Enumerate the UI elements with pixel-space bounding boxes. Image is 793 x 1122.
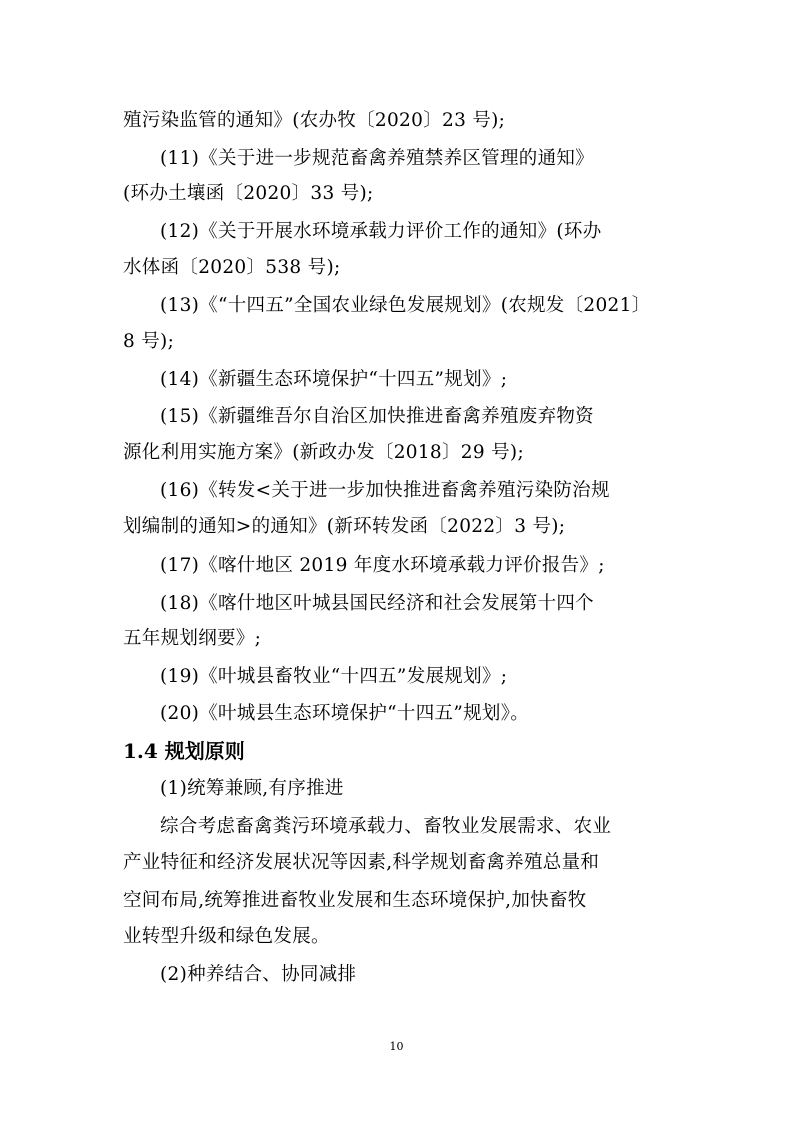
text-line: 五年规划纲要》; — [123, 628, 262, 649]
text-line: (20)《叶城县生态环境保护“十四五”规划》。 — [160, 703, 530, 724]
text-line: (14)《新疆生态环境保护“十四五”规划》; — [160, 369, 508, 390]
text-line: (16)《转发<关于进一步加快推进畜禽养殖污染防治规 — [160, 480, 610, 501]
text-line: (17)《喀什地区 2019 年度水环境承载力评价报告》; — [160, 555, 605, 576]
text-line: 水体函〔2020〕538 号); — [123, 257, 341, 278]
text-line: 综合考虑畜禽粪污环境承载力、畜牧业发展需求、农业 — [160, 816, 612, 837]
text-line: (18)《喀什地区叶城县国民经济和社会发展第十四个 — [160, 593, 594, 614]
text-line: (19)《叶城县畜牧业“十四五”发展规划》; — [160, 666, 508, 687]
text-line: (13)《“十四五”全国农业绿色发展规划》(农规发〔2021〕 — [160, 295, 651, 316]
text-line: 源化利用实施方案》(新政办发〔2018〕29 号); — [123, 442, 524, 463]
text-line: (11)《关于进一步规范畜禽养殖禁养区管理的通知》 — [160, 148, 594, 169]
text-line: (2)种养结合、协同减排 — [160, 964, 357, 985]
text-line: 产业特征和经济发展状况等因素,科学规划畜禽养殖总量和 — [123, 852, 600, 873]
text-line: 8 号); — [123, 331, 175, 352]
page-number: 10 — [389, 1040, 404, 1053]
text-line: 业转型升级和绿色发展。 — [123, 926, 330, 947]
text-line: (环办土壤函〔2020〕33 号); — [123, 183, 374, 204]
text-line: 殖污染监管的通知》(农办牧〔2020〕23 号); — [123, 110, 506, 131]
text-line: (1)统筹兼顾,有序推进 — [160, 778, 344, 799]
text-line: 划编制的通知>的通知》(新环转发函〔2022〕3 号); — [123, 516, 566, 537]
section-heading: 1.4 规划原则 — [123, 739, 245, 763]
text-line: (15)《新疆维吾尔自治区加快推进畜禽养殖废弃物资 — [160, 406, 594, 427]
text-line: 空间布局,统筹推进畜牧业发展和生态环境保护,加快畜牧 — [123, 890, 587, 911]
text-line: (12)《关于开展水环境承载力评价工作的通知》(环办 — [160, 221, 602, 242]
